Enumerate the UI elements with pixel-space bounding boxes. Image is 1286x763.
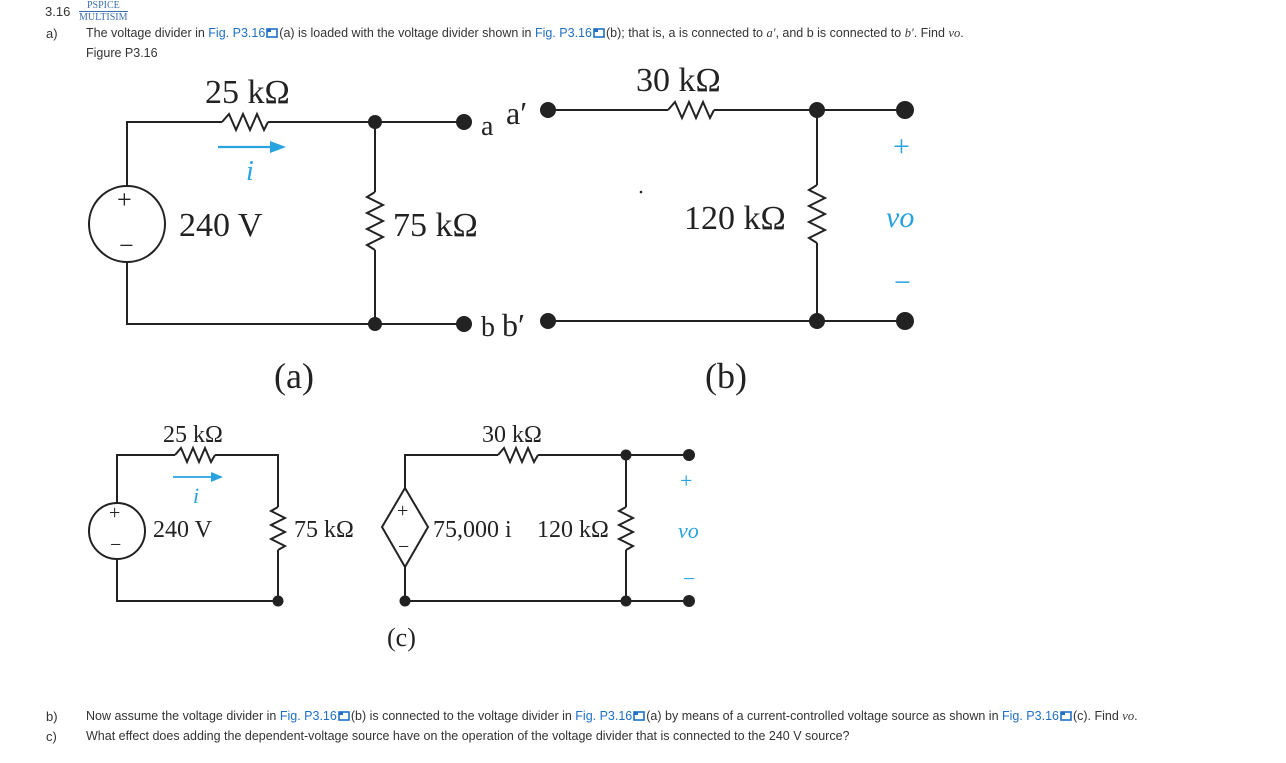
resistor-c-30k (498, 448, 538, 462)
external-link-icon[interactable] (633, 711, 645, 721)
label-a-r1: 25 kΩ (205, 74, 290, 111)
part-c-label: c) (46, 729, 57, 744)
part-a-text-4: , and b is connected to (775, 26, 905, 40)
node-dot (621, 450, 632, 461)
terminal-vo-plus (896, 101, 914, 119)
label-c-source-minus: − (110, 534, 122, 556)
resistor-a-25k (222, 114, 268, 130)
node-dot (368, 317, 382, 331)
multisim-tag: MULTISIM (79, 12, 128, 23)
label-c-minus: − (683, 566, 696, 591)
current-arrow-a-head (270, 141, 286, 153)
terminal-c-plus (683, 449, 695, 461)
fig-link-3[interactable]: Fig. P3.16 (279, 709, 337, 723)
label-b-vout: vo (886, 201, 915, 234)
label-b-node-a: a′ (506, 95, 528, 131)
terminal-a (456, 114, 472, 130)
part-a-text-6: . (960, 26, 964, 40)
label-c-current: i (193, 483, 200, 508)
label-c-r4: 120 kΩ (537, 517, 609, 543)
node-dot (809, 102, 825, 118)
label-b-node-b: b′ (502, 307, 525, 343)
symbol-vo: vo (948, 26, 961, 40)
symbol-a-prime: a′ (766, 26, 776, 40)
label-b-r1: 30 kΩ (636, 62, 721, 99)
wire-c-top-left (117, 455, 175, 504)
resistor-b-120k (809, 185, 825, 243)
label-b-minus: − (894, 266, 911, 299)
node-dot (400, 596, 411, 607)
terminal-b (456, 316, 472, 332)
resistor-c-75k (271, 507, 285, 550)
label-b-r2: 120 kΩ (684, 200, 786, 237)
wire-a-bottom (127, 262, 462, 324)
part-a-label: a) (46, 26, 58, 41)
label-c-vout: vo (678, 518, 699, 543)
fig-link-4[interactable]: Fig. P3.16 (575, 709, 633, 723)
part-a-text-3: (b); that is, a is connected to (605, 26, 767, 40)
problem-number: 3.16 (45, 4, 71, 19)
part-a-text-1: The voltage divider in (86, 26, 209, 40)
resistor-a-75k (367, 192, 383, 250)
wire-c-dep-top (405, 455, 498, 488)
resistor-b-30k (668, 102, 714, 118)
label-a-current: i (246, 156, 254, 187)
label-c-dep-plus: + (397, 500, 409, 522)
fig-link-2[interactable]: Fig. P3.16 (534, 26, 592, 40)
external-link-icon[interactable] (338, 711, 350, 721)
caption-b: (b) (705, 356, 747, 396)
label-c-source-plus: + (109, 502, 121, 524)
label-c-dep-source: 75,000 i (433, 517, 512, 543)
pspice-tag: PSPICE (87, 0, 120, 11)
label-c-dep-minus: − (398, 536, 410, 558)
part-b-text-2: (b) is connected to the voltage divider in (350, 709, 576, 723)
label-a-node-b: b (481, 312, 495, 343)
node-dot (621, 596, 632, 607)
symbol-b-prime: b′ (904, 26, 914, 40)
fig-link-1[interactable]: Fig. P3.16 (208, 26, 266, 40)
label-a-source-plus: + (117, 185, 132, 214)
part-b-text-5: . (1134, 709, 1138, 723)
node-dot (273, 596, 284, 607)
resistor-c-120k (619, 507, 633, 550)
caption-c: (c) (387, 623, 416, 652)
caption-a: (a) (274, 356, 314, 396)
terminal-a-prime (540, 102, 556, 118)
label-a-r2: 75 kΩ (393, 207, 478, 244)
terminal-vo-minus (896, 312, 914, 330)
label-a-node-a: a (481, 111, 494, 142)
part-a-text-2: (a) is loaded with the voltage divider shown in (279, 26, 535, 40)
external-link-icon[interactable] (1060, 711, 1072, 721)
label-a-source-minus: − (119, 231, 134, 260)
wire-c-bottom-left (117, 559, 278, 601)
label-c-source: 240 V (153, 517, 212, 543)
part-b-text-1: Now assume the voltage divider in (86, 709, 280, 723)
part-c-text: What effect does adding the dependent-voltage source have on the operation of the voltage divider that is connected to the 240 V source? (86, 729, 850, 743)
symbol-vo: vo (1122, 709, 1135, 723)
wire-a-top-left (127, 122, 222, 186)
terminal-c-minus (683, 595, 695, 607)
part-b-text-3: (a) by means of a current-controlled voltage source as shown in (646, 709, 1002, 723)
wire-c-top (215, 455, 278, 507)
label-b-plus: + (893, 130, 910, 163)
label-a-source: 240 V (179, 207, 263, 244)
part-b-text (86, 709, 1138, 724)
node-dot (809, 313, 825, 329)
label-c-r2: 75 kΩ (294, 517, 354, 543)
label-c-plus: + (680, 468, 693, 493)
label-c-r3: 30 kΩ (482, 422, 542, 448)
terminal-b-prime (540, 313, 556, 329)
part-a-text-5: . Find (913, 26, 949, 40)
figure-label: Figure P3.16 (86, 46, 158, 60)
part-b-text-4: (c). Find (1072, 709, 1123, 723)
stray-dot (640, 191, 643, 194)
label-c-r1: 25 kΩ (163, 422, 223, 448)
part-b-label: b) (46, 709, 58, 724)
current-arrow-c-head (211, 472, 223, 482)
node-dot (368, 115, 382, 129)
fig-link-5[interactable]: Fig. P3.16 (1002, 709, 1059, 723)
resistor-c-25k (175, 448, 215, 462)
